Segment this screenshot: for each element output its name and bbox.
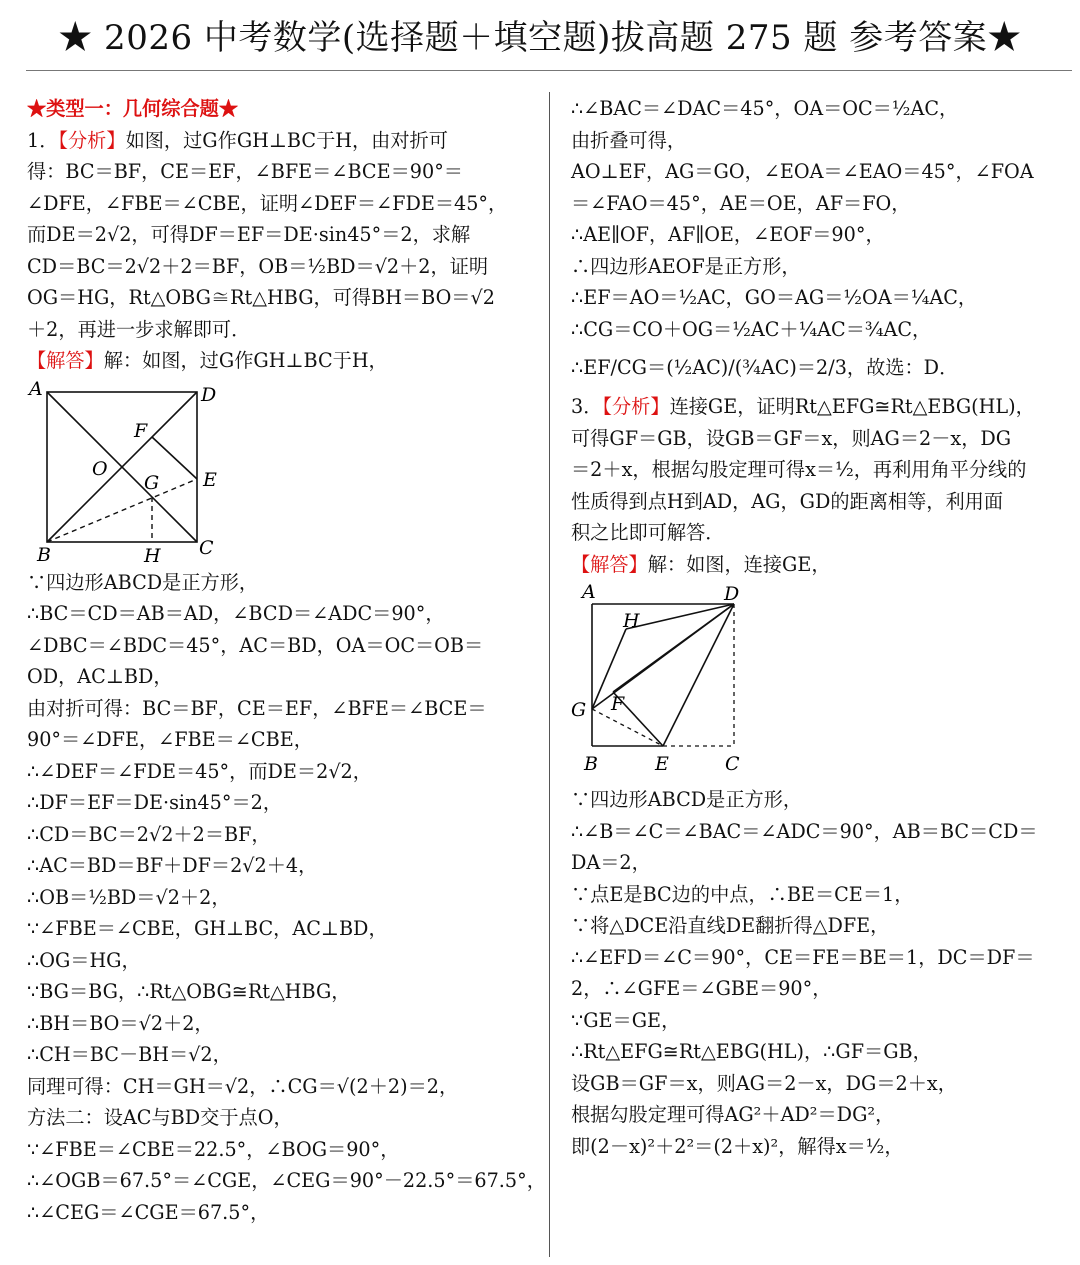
q1-number: 1． [27,128,59,152]
q1-solution-line: ∴DF＝EF＝DE·sin45°＝2， [27,791,283,814]
q1-analysis-line: 而DE＝2√2，可得DF＝EF＝DE·sin45°＝2，求解 [27,223,471,246]
q1-figure-label: F [134,419,148,442]
q3-square-figure [571,582,771,782]
q3-solution-line: ∴∠EFD＝∠C＝90°，CE＝FE＝BE＝1，DC＝DF＝ [571,945,1035,969]
q3-figure-label: C [725,753,740,775]
q1-solution-line: 同理可得：CH＝GH＝√2，∴CG＝√(2＋2)＝2， [27,1074,459,1098]
q3-solution-line: 即(2－x)²＋2²＝(2＋x)²，解得x＝½， [571,1134,904,1158]
q1-analysis-tag: 【分析】 [58,128,126,152]
section-title: ★类型一：几何综合题★ [27,97,239,120]
q3-figure-label: G [571,699,587,721]
right-column [571,93,1075,1162]
q1-solution-line: ∴∠DEF＝∠FDE＝45°，而DE＝2√2， [27,759,372,783]
q3-solution-line: ∴Rt△EFG≅Rt△EBG(HL)，∴GF＝GB， [571,1040,932,1063]
q1-solution-line: 由对折可得：BC＝BF，CE＝EF，∠BFE＝∠BCE＝ [27,696,487,720]
q3-figure-label: B [584,753,598,775]
q1-solution-line: ∵BG＝BG，∴Rt△OBG≅Rt△HBG， [27,980,351,1003]
q1-square-figure [27,379,247,565]
q1-figure-label: H [144,544,161,565]
title-divider [26,70,1072,71]
q3-solution-line: 设GB＝GF＝x，则AG＝2－x，DG＝2＋x， [571,1071,957,1095]
q3-figure-label: A [582,582,596,603]
q1-figure-label: O [92,457,108,480]
q3-number: 3． [571,395,603,418]
q1-analysis-line: ＋2，再进一步求解即可． [27,317,251,341]
q3-answer-line: 【解答】解：如图，连接GE， [571,552,831,576]
q1-analysis-line: CD＝BC＝2√2＋2＝BF，OB＝½BD＝√2＋2，证明 [27,254,489,278]
q3-analysis-line: 积之比即可解答． [571,521,725,544]
page-title: ★ 2026 中考数学(选择题＋填空题)拔高题 275 题 参考答案★ [58,18,1022,58]
q1-solution-line: ∴∠CEG＝∠CGE＝67.5°， [27,1200,270,1224]
q1-continued-line: ＝∠FAO＝45°，AE＝OE，AF＝FO， [571,191,911,215]
q1-analysis-line: 得：BC＝BF，CE＝EF，∠BFE＝∠BCE＝90°＝ [27,160,463,183]
q3-figure-label: F [611,693,625,715]
q3-solution-line: ∵四边形ABCD是正方形， [571,788,803,811]
q3-answer-tag: 【解答】 [571,552,648,576]
q1-solution-line: ∴BC＝CD＝AB＝AD，∠BCD＝∠ADC＝90°， [27,602,445,625]
q1-figure-label: C [199,536,214,559]
q1-continued-line: ∴AE∥OF，AF∥OE，∠EOF＝90°， [571,223,885,246]
q3-analysis-line: 3．【分析】连接GE，证明Rt△EFG≅Rt△EBG(HL)， [571,395,1035,418]
q3-analysis-line: 性质得到点H到AD，AG，GD的距离相等，利用面 [571,489,1004,513]
q1-final-answer: ∴EF/CG＝(½AC)/(¾AC)＝2/3，故选：D． [571,356,959,379]
q1-figure-label: G [144,471,160,494]
q1-continued-line: 由折叠可得， [571,128,687,152]
q3-solution-line: ∵点E是BC边的中点，∴BE＝CE＝1， [571,882,914,906]
q3-analysis-line: 可得GF＝GB，设GB＝GF＝x，则AG＝2－x，DG [571,426,1012,450]
q1-continued-line: ∴四边形AEOF是正方形， [571,254,801,278]
q1-analysis-line: 1．【分析】如图，过G作GH⊥BC于H，由对折可 [27,128,448,152]
left-column [27,93,546,1228]
q3-solution-line: ∵GE＝GE， [571,1008,681,1032]
q1-solution-line: ∴OG＝HG， [27,948,141,972]
q1-analysis-line: OG＝HG，Rt△OBG≅Rt△HBG，可得BH＝BO＝√2 [27,286,495,309]
q1-answer-line: 【解答】解：如图，过G作GH⊥BC于H， [27,349,388,372]
q3-solution-line: 2，∴∠GFE＝∠GBE＝90°， [571,977,832,1000]
q3-solution-line: ∵将△DCE沿直线DE翻折得△DFE， [571,914,890,937]
q1-solution-line: ∴∠OGB＝67.5°＝∠CGE，∠CEG＝90°－22.5°＝67.5°， [27,1169,546,1192]
q3-analysis-line: ＝2＋x，根据勾股定理可得x＝½，再利用角平分线的 [571,458,1027,481]
q1-solution-line: 90°＝∠DFE，∠FBE＝∠CBE， [27,728,313,751]
q1-figure-label: B [37,543,51,565]
q1-solution-line: ∴CH＝BC－BH＝√2， [27,1043,232,1066]
q1-solution-line: ∴CD＝BC＝2√2＋2＝BF， [27,822,271,846]
q1-continued-line: ∴∠BAC＝∠DAC＝45°，OA＝OC＝½AC， [571,97,959,120]
q3-figure-label: D [724,583,740,605]
q3-figure-label: H [623,610,640,632]
q1-solution-line: OD，AC⊥BD， [27,665,173,688]
q3-solution-line: 根据勾股定理可得AG²＋AD²＝DG²， [571,1103,895,1126]
q3-solution-line: DA＝2， [571,851,651,874]
q1-solution-line: ∴BH＝BO＝√2＋2， [27,1011,214,1035]
q3-figure-label: E [655,753,669,775]
q1-solution-line: 方法二：设AC与BD交于点O， [27,1106,293,1129]
q1-solution-line: ∵四边形ABCD是正方形， [27,570,259,594]
q1-figure-label: E [203,468,217,491]
q1-analysis-line: ∠DFE，∠FBE＝∠CBE，证明∠DEF＝∠FDE＝45°， [27,191,508,215]
q1-solution-line: ∴AC＝BD＝BF＋DF＝2√2＋4， [27,854,318,877]
q1-solution-line: ∵∠FBE＝∠CBE＝22.5°，∠BOG＝90°， [27,1137,400,1161]
q1-figure-label: D [201,383,217,406]
q3-analysis-tag: 【分析】 [602,395,670,418]
q1-figure-label: A [29,378,43,400]
q1-solution-line: ∴OB＝½BD＝√2＋2， [27,885,231,909]
q3-solution-line: ∴∠B＝∠C＝∠BAC＝∠ADC＝90°，AB＝BC＝CD＝ [571,819,1038,843]
q1-continued-line: AO⊥EF，AG＝GO，∠EOA＝∠EAO＝45°，∠FOA [571,160,1034,183]
q1-solution-line: ∵∠FBE＝∠CBE，GH⊥BC，AC⊥BD， [27,917,388,940]
q1-continued-line: ∴EF＝AO＝½AC，GO＝AG＝½OA＝¼AC， [571,286,978,309]
column-divider [549,92,550,1257]
q1-continued-line: ∴CG＝CO＋OG＝½AC＋¼AC＝¾AC， [571,317,932,341]
q1-solution-line: ∠DBC＝∠BDC＝45°，AC＝BD，OA＝OC＝OB＝ [27,633,484,657]
q1-answer-tag: 【解答】 [27,349,104,372]
